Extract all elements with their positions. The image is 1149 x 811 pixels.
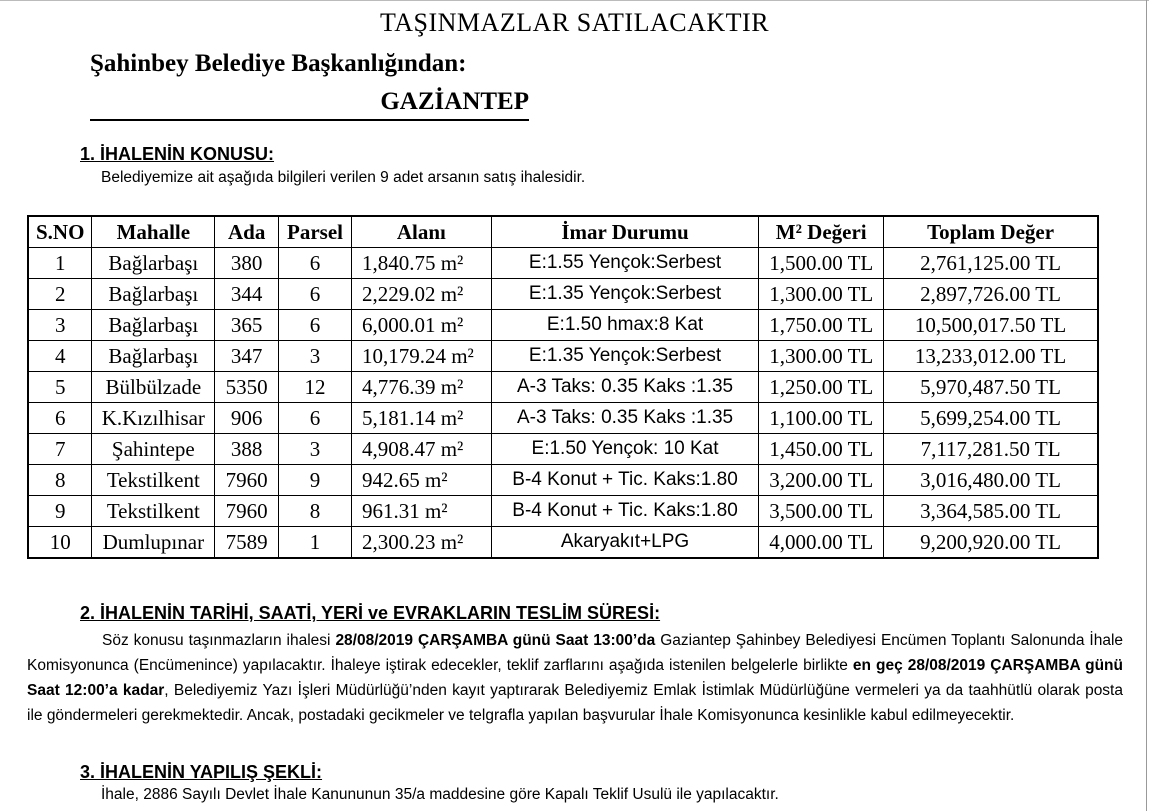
mahalle-cell: Bağlarbaşı: [92, 310, 215, 341]
sno-cell: 7: [28, 434, 92, 465]
imar-cell: E:1.55 Yençok:Serbest: [491, 248, 759, 279]
imar-cell: E:1.50 Yençok: 10 Kat: [491, 434, 759, 465]
sno-cell: 6: [28, 403, 92, 434]
total-value-cell: 9,200,920.00 TL: [884, 527, 1098, 559]
mahalle-cell: Dumlupınar: [92, 527, 215, 559]
m2-value-cell: 1,750.00 TL: [759, 310, 884, 341]
table-row: [28, 372, 1098, 403]
alan-cell: 4,776.39 m²: [351, 372, 491, 403]
m2-value-cell: 1,250.00 TL: [759, 372, 884, 403]
parsel-cell: 1: [279, 527, 352, 559]
column-header: Mahalle: [92, 216, 215, 248]
column-header: M² Değeri: [759, 216, 884, 248]
table-row: [28, 434, 1098, 465]
section1-heading: 1. İHALENİN KONUSU:: [80, 144, 275, 164]
parsel-cell: 6: [279, 310, 352, 341]
parsel-cell: 3: [279, 341, 352, 372]
table-row: [28, 465, 1098, 496]
ada-cell: 344: [215, 279, 279, 310]
top-border: [0, 0, 1149, 1]
imar-cell: E:1.35 Yençok:Serbest: [491, 341, 759, 372]
table-header-row: [28, 216, 1098, 248]
total-value-cell: 3,364,585.00 TL: [884, 496, 1098, 527]
imar-cell: Akaryakıt+LPG: [491, 527, 759, 559]
column-header: S.NO: [28, 216, 92, 248]
ada-cell: 5350: [215, 372, 279, 403]
mahalle-cell: K.Kızılhisar: [92, 403, 215, 434]
m2-value-cell: 4,000.00 TL: [759, 527, 884, 559]
mahalle-cell: Bülbülzade: [92, 372, 215, 403]
ada-cell: 7960: [215, 496, 279, 527]
total-value-cell: 2,761,125.00 TL: [884, 248, 1098, 279]
parsel-cell: 6: [279, 279, 352, 310]
sno-cell: 9: [28, 496, 92, 527]
parsel-cell: 8: [279, 496, 352, 527]
column-header: Parsel: [279, 216, 352, 248]
alan-cell: 2,300.23 m²: [351, 527, 491, 559]
right-border: [1146, 0, 1147, 811]
imar-cell: B-4 Konut + Tic. Kaks:1.80: [491, 496, 759, 527]
section3-heading: 3. İHALENİN YAPILIŞ ŞEKLİ:: [80, 762, 323, 782]
section2-heading: 2. İHALENİN TARİHİ, SAATİ, YERİ ve EVRAKLARIN TESLİM SÜRESİ:: [80, 603, 661, 623]
imar-cell: B-4 Konut + Tic. Kaks:1.80: [491, 465, 759, 496]
sno-cell: 1: [28, 248, 92, 279]
table-row: [28, 310, 1098, 341]
column-header: Toplam Değer: [884, 216, 1098, 248]
section2-bold-date-2: en geç 28/08/2019 ÇARŞAMBA günü Saat 12:00’a kadar: [27, 657, 1123, 699]
mahalle-cell: Tekstilkent: [92, 465, 215, 496]
mahalle-cell: Şahintepe: [92, 434, 215, 465]
section3-body: İhale, 2886 Sayılı Devlet İhale Kanununun 35/a maddesine göre Kapalı Teklif Usulü ile yapılacaktır.: [101, 786, 779, 803]
ada-cell: 365: [215, 310, 279, 341]
section2-text-2: Gaziantep Şahinbey Belediyesi Encümen Toplantı Salonunda İhale Komisyonunca (Encümenince) yapılacaktır. İhaleye iştirak edecekler, teklif zarflarını aşağıda istenilen belgelerle birlikte: [27, 632, 1124, 674]
sno-cell: 10: [28, 527, 92, 559]
alan-cell: 942.65 m²: [351, 465, 491, 496]
column-header: Alanı: [351, 216, 491, 248]
parsel-cell: 9: [279, 465, 352, 496]
document-title: TAŞINMAZLAR SATILACAKTIR: [379, 8, 770, 37]
mahalle-cell: Bağlarbaşı: [92, 248, 215, 279]
m2-value-cell: 3,200.00 TL: [759, 465, 884, 496]
table-row: [28, 403, 1098, 434]
sno-cell: 3: [28, 310, 92, 341]
ada-cell: 906: [215, 403, 279, 434]
parsel-cell: 6: [279, 403, 352, 434]
ada-cell: 388: [215, 434, 279, 465]
table-row: [28, 341, 1098, 372]
city-heading: GAZİANTEP: [90, 88, 529, 121]
table-row: [28, 279, 1098, 310]
total-value-cell: 5,970,487.50 TL: [884, 372, 1098, 403]
imar-cell: A-3 Taks: 0.35 Kaks :1.35: [491, 372, 759, 403]
land-table: [27, 215, 1099, 559]
alan-cell: 2,229.02 m²: [351, 279, 491, 310]
table-row: [28, 496, 1098, 527]
total-value-cell: 13,233,012.00 TL: [884, 341, 1098, 372]
sno-cell: 2: [28, 279, 92, 310]
total-value-cell: 10,500,017.50 TL: [884, 310, 1098, 341]
total-value-cell: 7,117,281.50 TL: [884, 434, 1098, 465]
parsel-cell: 12: [279, 372, 352, 403]
m2-value-cell: 1,450.00 TL: [759, 434, 884, 465]
parsel-cell: 3: [279, 434, 352, 465]
m2-value-cell: 1,500.00 TL: [759, 248, 884, 279]
table-row: [28, 527, 1098, 559]
m2-value-cell: 1,100.00 TL: [759, 403, 884, 434]
ada-cell: 7589: [215, 527, 279, 559]
total-value-cell: 5,699,254.00 TL: [884, 403, 1098, 434]
section2-bold-date-1: 28/08/2019 ÇARŞAMBA günü Saat 13:00’da: [335, 632, 656, 649]
parsel-cell: 6: [279, 248, 352, 279]
m2-value-cell: 1,300.00 TL: [759, 341, 884, 372]
alan-cell: 1,840.75 m²: [351, 248, 491, 279]
imar-cell: A-3 Taks: 0.35 Kaks :1.35: [491, 403, 759, 434]
sno-cell: 5: [28, 372, 92, 403]
ada-cell: 347: [215, 341, 279, 372]
alan-cell: 961.31 m²: [351, 496, 491, 527]
section2-text-3: , Belediyemiz Yazı İşleri Müdürlüğü’nden kayıt yaptırarak Belediyemiz Emlak İstimlak Müdürlüğüne vermeleri ya da taahhütlü olarak posta ile göndermeleri gerekmektedir. Ancak, postadaki gecikmeler ve telgrafla yapılan başvurular İhale Komisyonunca kesinlikle kabul edilmeyecektir.: [27, 682, 1123, 724]
ada-cell: 380: [215, 248, 279, 279]
imar-cell: E:1.35 Yençok:Serbest: [491, 279, 759, 310]
ada-cell: 7960: [215, 465, 279, 496]
total-value-cell: 3,016,480.00 TL: [884, 465, 1098, 496]
m2-value-cell: 1,300.00 TL: [759, 279, 884, 310]
issuer-heading: Şahinbey Belediye Başkanlığından:: [90, 50, 467, 77]
mahalle-cell: Tekstilkent: [92, 496, 215, 527]
alan-cell: 6,000.01 m²: [351, 310, 491, 341]
m2-value-cell: 3,500.00 TL: [759, 496, 884, 527]
alan-cell: 4,908.47 m²: [351, 434, 491, 465]
mahalle-cell: Bağlarbaşı: [92, 341, 215, 372]
total-value-cell: 2,897,726.00 TL: [884, 279, 1098, 310]
section2-body: [27, 628, 1123, 728]
sno-cell: 4: [28, 341, 92, 372]
sno-cell: 8: [28, 465, 92, 496]
column-header: İmar Durumu: [491, 216, 759, 248]
alan-cell: 10,179.24 m²: [351, 341, 491, 372]
section1-body: Belediyemize ait aşağıda bilgileri verilen 9 adet arsanın satış ihalesidir.: [101, 169, 586, 186]
imar-cell: E:1.50 hmax:8 Kat: [491, 310, 759, 341]
mahalle-cell: Bağlarbaşı: [92, 279, 215, 310]
table-row: [28, 248, 1098, 279]
section2-text-1: Söz konusu taşınmazların ihalesi: [102, 632, 336, 649]
table-body: [28, 248, 1098, 559]
column-header: Ada: [215, 216, 279, 248]
alan-cell: 5,181.14 m²: [351, 403, 491, 434]
